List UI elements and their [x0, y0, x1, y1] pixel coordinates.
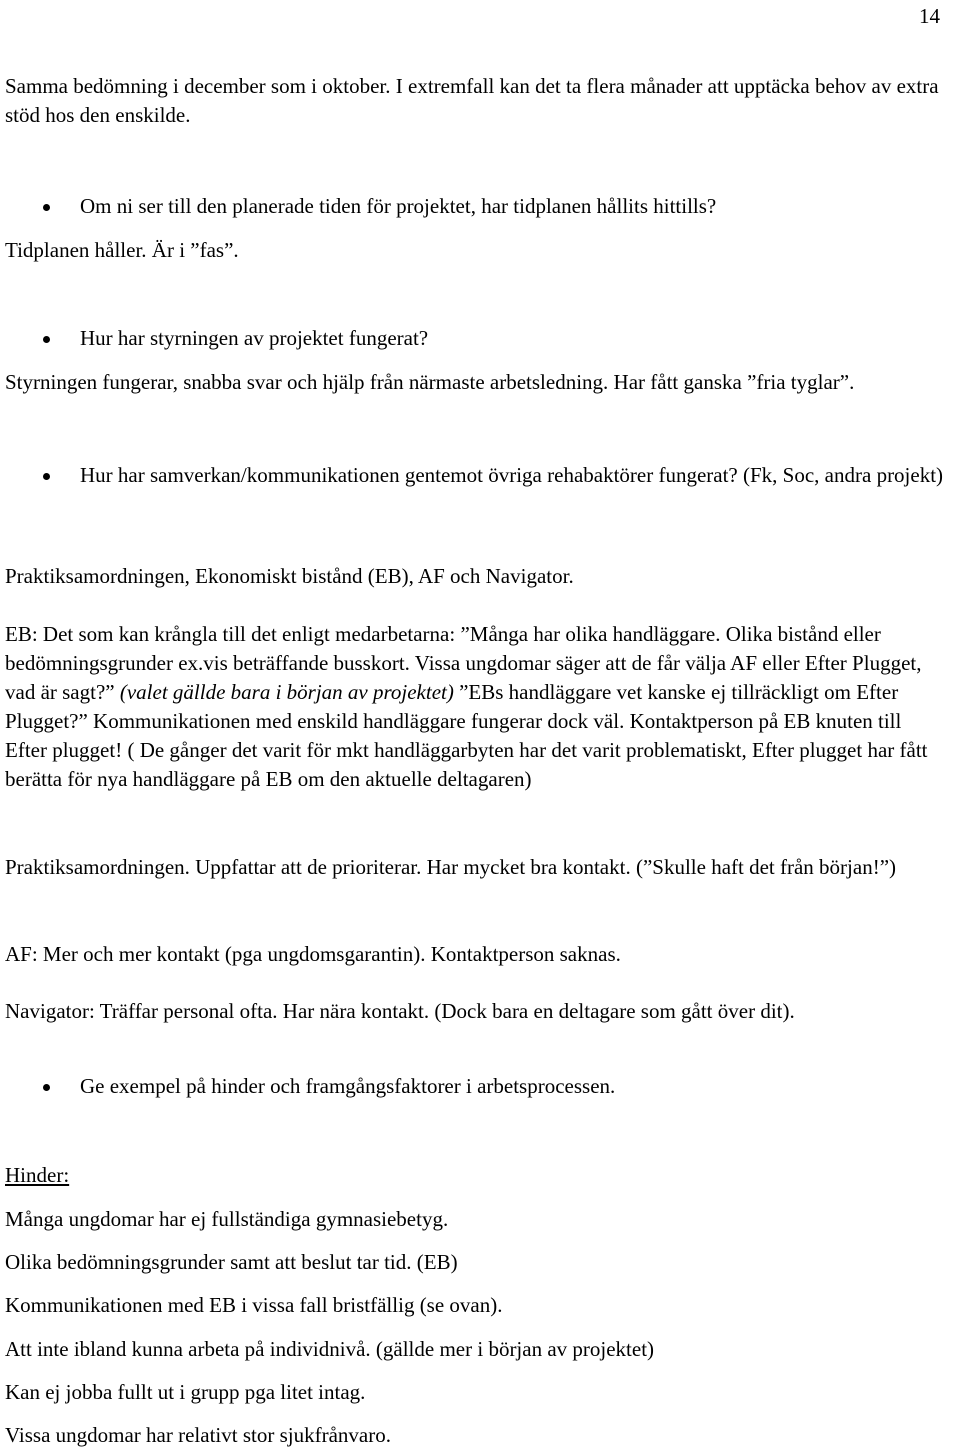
question-text: Hur har samverkan/kommunikationen gentemot övriga rehabaktörer fungerat? (Fk, Soc, andra projekt): [80, 463, 944, 487]
eb-text-italic-note: (valet gällde bara i början av projektet): [114, 680, 454, 704]
intro-paragraph: Samma bedömning i december som i oktober. I extremfall kan det ta flera månader att upptäcka behov av extra stöd hos den enskilde.: [5, 74, 939, 127]
answer-timeline: Tidplanen håller. Är i ”fas”.: [5, 238, 239, 262]
bullet-icon: [43, 1084, 50, 1091]
question-text: Hur har styrningen av projektet fungerat?: [80, 326, 429, 350]
hinder-item: Vissa ungdomar har relativt stor sjukfrånvaro.: [5, 1423, 391, 1447]
page-number: 14: [919, 4, 940, 28]
hinder-item: Olika bedömningsgrunder samt att beslut tar tid. (EB): [5, 1250, 458, 1274]
hinder-item: Många ungdomar har ej fullständiga gymnasiebetyg.: [5, 1207, 449, 1231]
answer-navigator-paragraph: Navigator: Träffar personal ofta. Har nära kontakt. (Dock bara en deltagare som gått över dit).: [5, 999, 795, 1023]
bullet-icon: [43, 336, 50, 343]
answer-praktik-paragraph: Praktiksamordningen. Uppfattar att de prioriterar. Har mycket bra kontakt. (”Skulle haft det från början!”): [5, 855, 897, 879]
question-governance: [5, 324, 948, 353]
hinder-item: Kan ej jobba fullt ut i grupp pga litet intag.: [5, 1380, 366, 1404]
question-text: Ge exempel på hinder och framgångsfaktorer i arbetsprocessen.: [80, 1074, 616, 1098]
bullet-icon: [43, 204, 50, 211]
bullet-icon: [43, 473, 50, 480]
hinder-item: Att inte ibland kunna arbeta på individnivå. (gällde mer i början av projektet): [5, 1337, 655, 1361]
hinder-item: Kommunikationen med EB i vissa fall bristfällig (se ovan).: [5, 1293, 503, 1317]
question-collaboration: [5, 461, 948, 490]
question-text: Om ni ser till den planerade tiden för projektet, har tidplanen hållits hittills?: [80, 194, 717, 218]
answer-eb-paragraph: [5, 620, 948, 794]
answer-governance: Styrningen fungerar, snabba svar och hjälp från närmaste arbetsledning. Har fått ganska ”fria tyglar”.: [5, 370, 855, 394]
eb-text-part1: EB: Det som kan krångla till det enligt medarbetarna: ”Många har olika handläggare. Olika bistånd eller bedömningsgrunder ex.vis beträffande busskort. Vissa ungdomar säger att de får välja AF eller Efter Plugget, vad är sagt?”: [5, 622, 922, 704]
answer-collaboration-intro: Praktiksamordningen, Ekonomiskt bistånd (EB), AF och Navigator.: [5, 564, 574, 588]
eb-text-part2: ”EBs handläggare vet kanske ej tillräckligt om Efter Plugget?” Kommunikationen med enskild handläggare fungerar dock väl. Kontaktperson på EB knuten till Efter plugget! ( De gånger det varit för mkt handläggarbyten har det varit problematiskt, Efter plugget har fått berätta för nya handläggare på EB om den aktuelle deltagaren): [5, 680, 928, 791]
question-obstacles: [5, 1072, 948, 1101]
hinder-heading: Hinder:: [5, 1163, 70, 1187]
answer-af-paragraph: AF: Mer och mer kontakt (pga ungdomsgarantin). Kontaktperson saknas.: [5, 942, 621, 966]
question-timeline: [5, 192, 948, 221]
